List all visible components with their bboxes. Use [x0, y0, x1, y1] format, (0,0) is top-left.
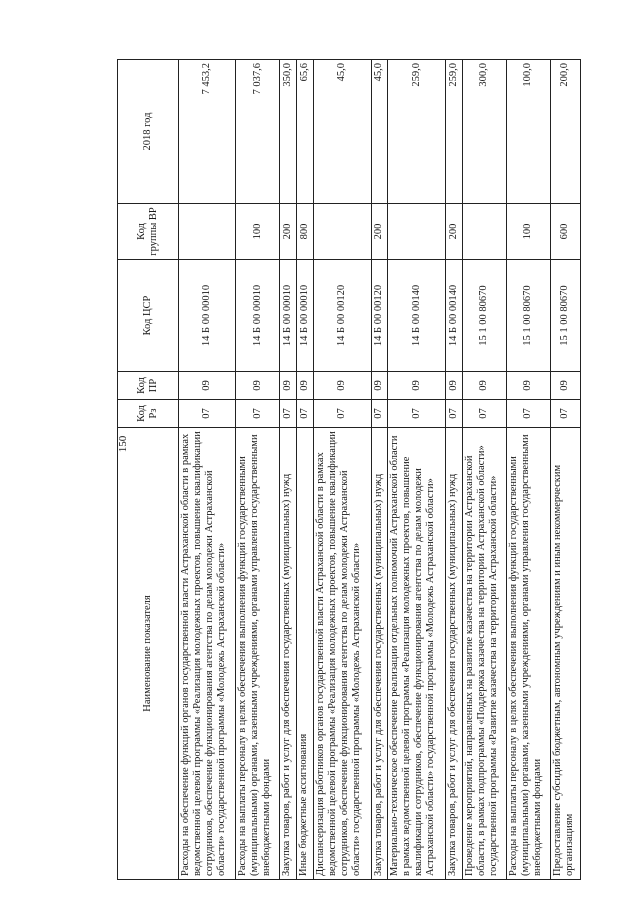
- row-csr: 14 Б 00 00010: [280, 260, 297, 372]
- page-number: 150: [117, 435, 129, 453]
- row-name: Расходы на выплаты персоналу в целях обеспечения выполнения функций государственными (муниципальными) органами, казенными учреждениями, органами управления государственными внебюджетными фондами: [236, 428, 280, 880]
- row-vr: 200: [280, 204, 297, 260]
- row-amount: 259,0: [388, 60, 445, 204]
- row-name: Материально-техническое обеспечение реализации отдельных полномочий Астраханской области в рамках ведомственной целевой программы «Реализация молодежных проектов, повышение квалификации сотрудников, обеспечение функционирования агентства по делам молодежи Астраханской области» государственной программы «Молодежь Астраханской области»: [388, 428, 445, 880]
- row-pr: 09: [179, 372, 236, 400]
- header-vr: Код группы ВР: [118, 204, 179, 260]
- row-name: Закупка товаров, работ и услуг для обеспечения государственных (муниципальных) нужд: [371, 428, 388, 880]
- row-rz: 07: [388, 400, 445, 428]
- row-pr: 09: [462, 372, 506, 400]
- row-name: Закупка товаров, работ и услуг для обеспечения государственных (муниципальных) нужд: [280, 428, 297, 880]
- table-row: [371, 60, 388, 880]
- row-pr: 09: [297, 372, 314, 400]
- row-amount: 45,0: [314, 60, 371, 204]
- rotated-table-container: [117, 60, 581, 880]
- row-amount: 100,0: [506, 60, 550, 204]
- table-row: [179, 60, 236, 880]
- row-amount: 7 037,6: [236, 60, 280, 204]
- table-row: [236, 60, 280, 880]
- row-rz: 07: [314, 400, 371, 428]
- table-row: [314, 60, 371, 880]
- row-csr: 15 1 00 80670: [550, 260, 580, 372]
- budget-table: [117, 59, 581, 880]
- row-pr: 09: [506, 372, 550, 400]
- row-csr: 14 Б 00 00120: [371, 260, 388, 372]
- row-rz: 07: [179, 400, 236, 428]
- row-vr: 200: [445, 204, 462, 260]
- header-csr: Код ЦСР: [118, 260, 179, 372]
- row-name: Расходы на выплаты персоналу в целях обеспечения выполнения функций государственными (муниципальными) органами, казенными учреждениями, органами управления государственными внебюджетными фондами: [506, 428, 550, 880]
- table-row: [388, 60, 445, 880]
- row-vr: [179, 204, 236, 260]
- row-pr: 09: [550, 372, 580, 400]
- row-amount: 259,0: [445, 60, 462, 204]
- header-rz: Код Рз: [118, 400, 179, 428]
- header-name: Наименование показателя: [118, 428, 179, 880]
- header-pr: Код ПР: [118, 372, 179, 400]
- row-amount: 65,6: [297, 60, 314, 204]
- table-row: [506, 60, 550, 880]
- row-pr: 09: [280, 372, 297, 400]
- table-row: [462, 60, 506, 880]
- row-name: Предоставление субсидий бюджетным, автономным учреждениям и иным некоммерческим организациям: [550, 428, 580, 880]
- row-vr: 600: [550, 204, 580, 260]
- row-amount: 200,0: [550, 60, 580, 204]
- table-row: [280, 60, 297, 880]
- row-amount: 7 453,2: [179, 60, 236, 204]
- row-vr: 100: [236, 204, 280, 260]
- row-amount: 300,0: [462, 60, 506, 204]
- row-name: Проведение мероприятий, направленных на развитие казачества на территории Астраханской области, в рамках подпрограммы «Поддержка казачества на территории Астраханской области» государственной программы «Развитие казачества на территории Астраханской области»: [462, 428, 506, 880]
- row-rz: 07: [506, 400, 550, 428]
- row-csr: 14 Б 00 00140: [388, 260, 445, 372]
- row-name: Расходы на обеспечение функций органов государственной власти Астраханской области в рамках ведомственной целевой программы «Реализация молодежных проектов, повышение квалификации сотрудников, обеспечение функционирования агентства по делам молодежи Астраханской области» государственной программы «Молодежь Астраханской области»: [179, 428, 236, 880]
- row-pr: 09: [314, 372, 371, 400]
- row-csr: 14 Б 00 00140: [445, 260, 462, 372]
- row-rz: 07: [297, 400, 314, 428]
- row-pr: 09: [388, 372, 445, 400]
- row-vr: 200: [371, 204, 388, 260]
- row-csr: 14 Б 00 00010: [297, 260, 314, 372]
- header-year: 2018 год: [118, 60, 179, 204]
- table-row: [445, 60, 462, 880]
- row-pr: 09: [445, 372, 462, 400]
- row-pr: 09: [371, 372, 388, 400]
- row-amount: 45,0: [371, 60, 388, 204]
- row-csr: 14 Б 00 00010: [179, 260, 236, 372]
- row-vr: [388, 204, 445, 260]
- table-row: [550, 60, 580, 880]
- row-amount: 350,0: [280, 60, 297, 204]
- row-rz: 07: [550, 400, 580, 428]
- row-vr: [462, 204, 506, 260]
- row-csr: 15 1 00 80670: [462, 260, 506, 372]
- row-pr: 09: [236, 372, 280, 400]
- row-name: Диспансеризация работников органов государственной власти Астраханской области в рамках ведомственной целевой программы «Реализация молодежных проектов, повышение квалификации сотрудников, обеспечение функционирования агентства по делам молодежи Астраханской области» государственной программы «Молодежь Астраханской области»: [314, 428, 371, 880]
- table-header-row: [118, 60, 179, 880]
- row-csr: 14 Б 00 00120: [314, 260, 371, 372]
- row-name: Закупка товаров, работ и услуг для обеспечения государственных (муниципальных) нужд: [445, 428, 462, 880]
- row-csr: 14 Б 00 00010: [236, 260, 280, 372]
- row-vr: 100: [506, 204, 550, 260]
- row-rz: 07: [371, 400, 388, 428]
- row-rz: 07: [445, 400, 462, 428]
- row-vr: [314, 204, 371, 260]
- row-name: Иные бюджетные ассигнования: [297, 428, 314, 880]
- row-rz: 07: [462, 400, 506, 428]
- row-vr: 800: [297, 204, 314, 260]
- row-rz: 07: [280, 400, 297, 428]
- table-row: [297, 60, 314, 880]
- row-csr: 15 1 00 80670: [506, 260, 550, 372]
- row-rz: 07: [236, 400, 280, 428]
